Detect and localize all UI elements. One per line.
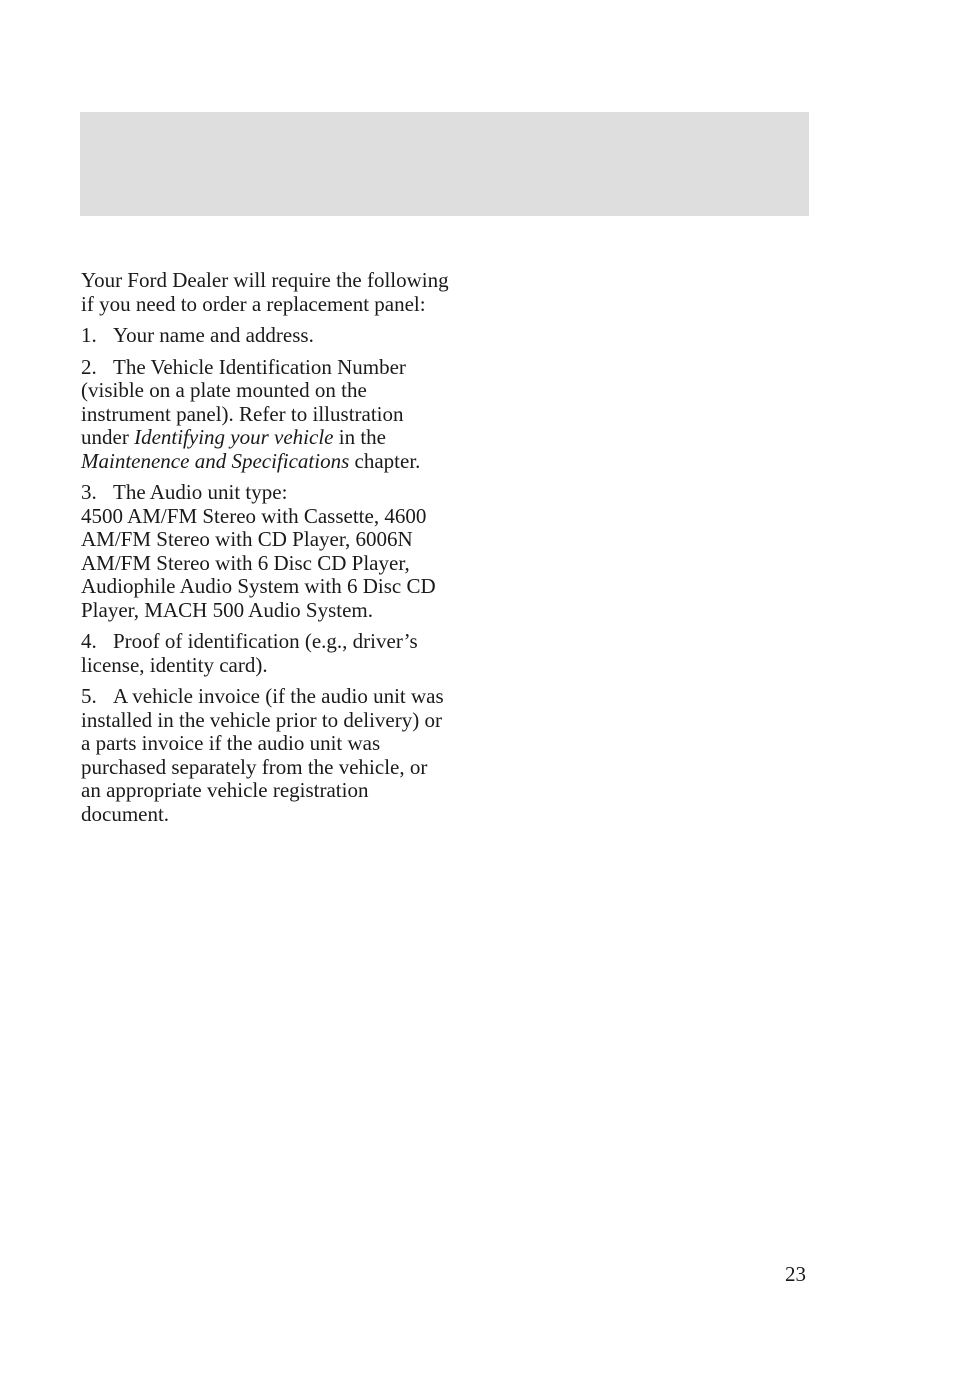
list-number: 5. [81, 684, 97, 708]
list-item-text: A vehicle invoice (if the audio unit was installed in the vehicle prior to delivery) or a parts invoice if the audio unit was purchased separately from the vehicle, or an appropriate vehicle registration document. [81, 684, 444, 826]
list-number: 4. [81, 629, 97, 653]
list-item-text: in the [333, 425, 386, 449]
list-item-text: Proof of identification (e.g., driver’s license, identity card). [81, 629, 418, 677]
page-number: 23 [785, 1262, 806, 1286]
list-item-1 [81, 324, 451, 348]
list-item-text: The Vehicle Identification Number (visible on a plate mounted on the instrument panel). Refer to illustration under [81, 354, 406, 449]
list-item-5 [81, 685, 451, 826]
list-item-3 [81, 481, 451, 622]
intro-paragraph: Your Ford Dealer will require the following if you need to order a replacement panel: [81, 268, 449, 316]
list-number: 3. [81, 480, 97, 504]
list-item-4 [81, 630, 451, 677]
list-item-text: chapter. [349, 448, 421, 473]
cross-reference-section: Identifying your vehicle [134, 425, 334, 449]
cross-reference-chapter: Maintenence and Specifications [81, 448, 350, 473]
list-item-text: Your name and address. [113, 323, 314, 347]
main-content [81, 269, 451, 834]
list-number: 1. [81, 323, 97, 347]
header-band [80, 112, 809, 216]
list-number: 2. [81, 354, 97, 379]
list-item-2 [81, 356, 451, 474]
list-item-lead: The Audio unit type: [113, 480, 288, 504]
list-item-text: 4500 AM/FM Stereo with Cassette, 4600 AM/FM Stereo with CD Player, 6006N AM/FM Stereo with 6 Disc CD Player, Audiophile Audio System with 6 Disc CD Player, MACH 500 Audio System. [81, 503, 436, 622]
